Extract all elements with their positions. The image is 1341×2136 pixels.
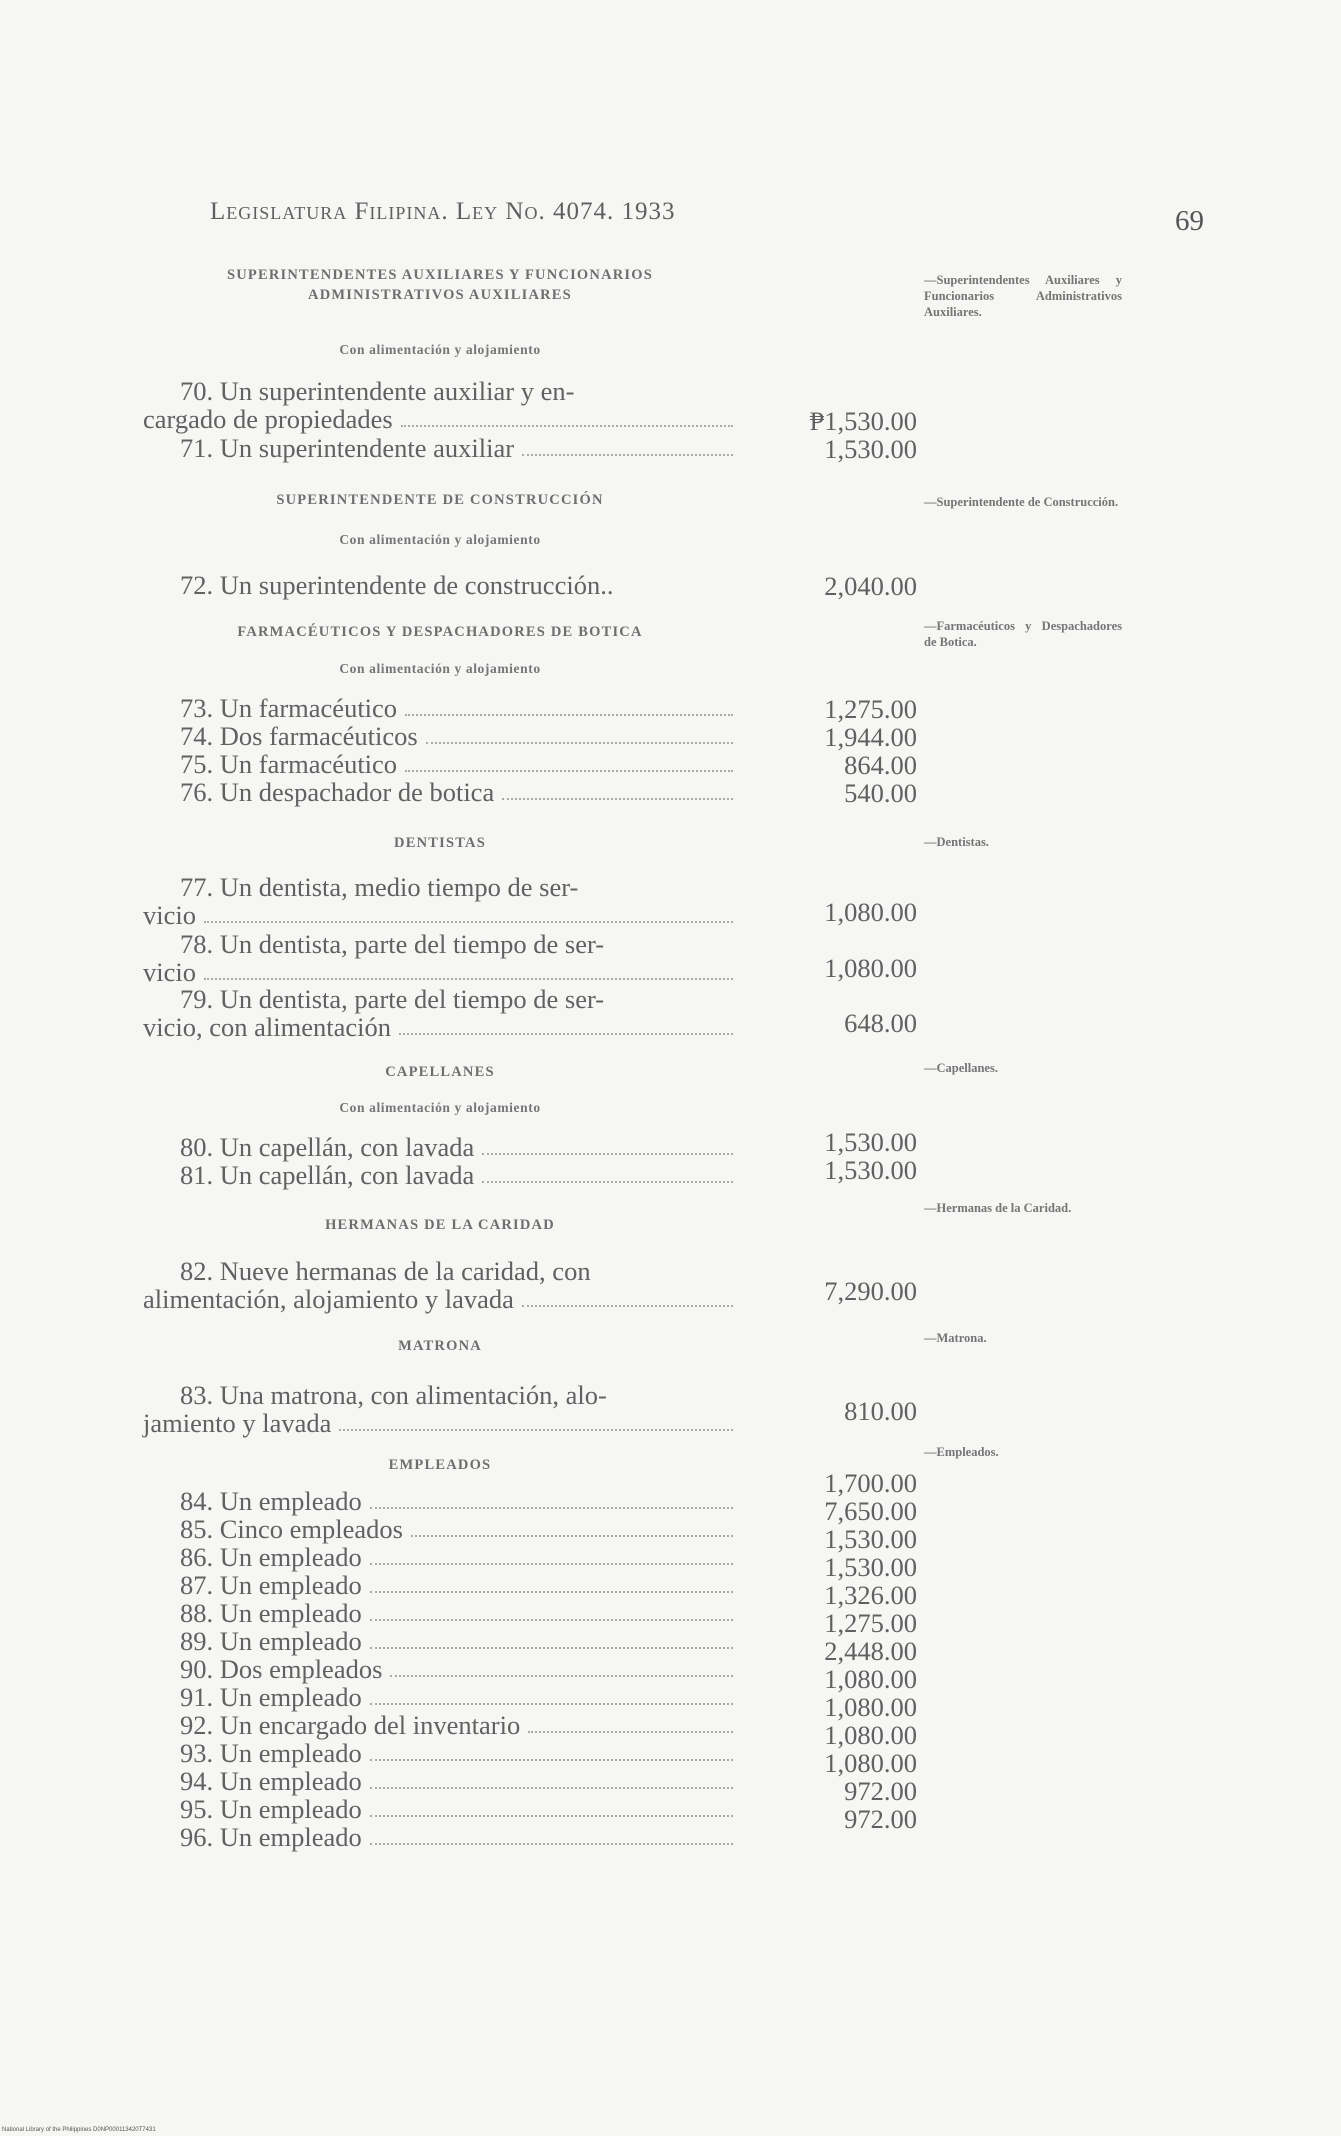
list-item <box>143 1711 733 1739</box>
section-subheading: Con alimentación y alojamiento <box>339 532 541 547</box>
list-item <box>143 694 733 722</box>
amount: 1,530.00 <box>824 1524 917 1554</box>
item-line <box>143 1599 733 1627</box>
margin-note: —Empleados. <box>924 1445 999 1459</box>
item-text: 93. Un empleado <box>180 1738 362 1768</box>
leader-dots <box>405 769 733 772</box>
item-line <box>143 1487 733 1515</box>
amount: 2,040.00 <box>824 571 917 601</box>
list-item <box>143 1133 733 1161</box>
leader-dots <box>522 1304 733 1307</box>
amount: 1,530.00 <box>824 434 917 464</box>
item-line <box>143 750 733 778</box>
margin-note: —Matrona. <box>924 1331 987 1345</box>
list-item <box>143 1161 733 1189</box>
item-text: 80. Un capellán, con lavada <box>180 1132 475 1162</box>
list-item <box>143 985 733 1041</box>
heading-line: SUPERINTENDENTES AUXILIARES Y FUNCIONARIOS <box>227 267 653 283</box>
leader-dots <box>482 1180 733 1183</box>
item-line: 83. Una matrona, con alimentación, alo- <box>180 1380 607 1410</box>
list-item <box>143 750 733 778</box>
item-line <box>143 1795 733 1823</box>
item-line <box>143 1515 733 1543</box>
list-item <box>143 1627 733 1655</box>
amount: 1,080.00 <box>824 1664 917 1694</box>
list-item <box>143 1739 733 1767</box>
item-line <box>143 1683 733 1711</box>
list-item <box>143 1683 733 1711</box>
leader-dots <box>204 920 733 923</box>
list-item <box>143 1543 733 1571</box>
item-text: 90. Dos empleados <box>180 1654 383 1684</box>
section-subheading: Con alimentación y alojamiento <box>339 342 541 357</box>
amount: 1,700.00 <box>824 1468 917 1498</box>
item-line <box>143 1013 733 1041</box>
section-heading: HERMANAS DE LA CARIDAD <box>325 1217 555 1233</box>
list-item <box>143 571 733 599</box>
item-line: 78. Un dentista, parte del tiempo de ser- <box>180 929 605 959</box>
margin-note: —Farmacéuticos y Despachadores de Botica. <box>924 619 1122 649</box>
leader-dots <box>411 1534 733 1537</box>
leader-dots <box>370 1842 733 1845</box>
amount: 864.00 <box>844 750 917 780</box>
item-line <box>143 694 733 722</box>
item-text: 95. Un empleado <box>180 1794 362 1824</box>
section-subheading: Con alimentación y alojamiento <box>339 1100 541 1115</box>
running-header: Legislatura Filipina. Ley No. 4074. 1933 <box>210 198 676 225</box>
item-line <box>143 1739 733 1767</box>
list-item <box>143 1795 733 1823</box>
item-line <box>143 1655 733 1683</box>
item-text: 81. Un capellán, con lavada <box>180 1160 475 1190</box>
amount: 7,650.00 <box>824 1496 917 1526</box>
item-text: 91. Un empleado <box>180 1682 362 1712</box>
list-item <box>143 1767 733 1795</box>
leader-dots <box>370 1702 733 1705</box>
list-item <box>143 1823 733 1851</box>
item-text: 94. Un empleado <box>180 1766 362 1796</box>
amount: 7,290.00 <box>824 1276 917 1306</box>
item-text: 71. Un superintendente auxiliar <box>180 433 515 463</box>
item-text: vicio <box>143 957 196 987</box>
list-item <box>143 1515 733 1543</box>
leader-dots <box>405 713 733 716</box>
list-item <box>143 1599 733 1627</box>
amount: 1,275.00 <box>824 1608 917 1638</box>
item-line <box>143 778 733 806</box>
section-heading: DENTISTAS <box>394 835 486 851</box>
item-line <box>143 434 733 462</box>
item-line: 77. Un dentista, medio tiempo de ser- <box>180 872 579 902</box>
footer-credit: National Library of the Philippines D0NP000113420T7431 <box>2 2127 156 2133</box>
item-line <box>143 1409 733 1437</box>
item-line <box>143 1285 733 1313</box>
item-line <box>143 1571 733 1599</box>
list-item <box>143 1655 733 1683</box>
item-text: alimentación, alojamiento y lavada <box>143 1284 514 1314</box>
list-item <box>143 1257 733 1313</box>
list-item <box>143 377 733 433</box>
margin-note: —Superintendentes Auxiliares y Funcionarios Administrativos Auxiliares. <box>924 273 1122 319</box>
item-text: 74. Dos farmacéuticos <box>180 721 418 751</box>
item-text: 86. Un empleado <box>180 1542 362 1572</box>
item-line <box>143 1823 733 1851</box>
item-line <box>143 405 733 433</box>
section-heading <box>140 265 740 305</box>
item-text: 84. Un empleado <box>180 1486 362 1516</box>
leader-dots <box>528 1730 733 1733</box>
leader-dots <box>370 1506 733 1509</box>
item-line <box>143 1711 733 1739</box>
item-line: 72. Un superintendente de construcción.. <box>180 570 614 600</box>
leader-dots <box>370 1590 733 1593</box>
amount: 972.00 <box>844 1776 917 1806</box>
item-line <box>143 1543 733 1571</box>
item-text: 85. Cinco empleados <box>180 1514 403 1544</box>
margin-note: —Capellanes. <box>924 1061 998 1075</box>
leader-dots <box>370 1786 733 1789</box>
item-line <box>143 1161 733 1189</box>
section-heading: SUPERINTENDENTE DE CONSTRUCCIÓN <box>276 492 604 508</box>
item-line: 79. Un dentista, parte del tiempo de ser- <box>180 984 605 1014</box>
margin-note: —Hermanas de la Caridad. <box>924 1201 1072 1215</box>
item-text: 73. Un farmacéutico <box>180 693 398 723</box>
item-line <box>143 958 733 986</box>
item-text: 76. Un despachador de botica <box>180 777 495 807</box>
amount: 1,080.00 <box>824 953 917 983</box>
amount: 1,530.00 <box>824 1552 917 1582</box>
margin-note: —Dentistas. <box>924 835 989 849</box>
item-line <box>143 901 733 929</box>
list-item <box>143 722 733 750</box>
item-text: vicio, con alimentación <box>143 1012 391 1042</box>
amount: 1,530.00 <box>824 1127 917 1157</box>
item-line <box>143 722 733 750</box>
amount: 1,080.00 <box>824 1720 917 1750</box>
leader-dots <box>204 977 733 980</box>
leader-dots <box>502 797 733 800</box>
amount: 648.00 <box>844 1008 917 1038</box>
item-text: 89. Un empleado <box>180 1626 362 1656</box>
margin-note: —Superintendente de Construcción. <box>924 495 1119 509</box>
section-subheading: Con alimentación y alojamiento <box>339 661 541 676</box>
leader-dots <box>370 1758 733 1761</box>
section-heading: EMPLEADOS <box>388 1457 492 1473</box>
amount: 1,944.00 <box>824 722 917 752</box>
amount: 540.00 <box>844 778 917 808</box>
leader-dots <box>399 1032 733 1035</box>
item-text: 87. Un empleado <box>180 1570 362 1600</box>
amount: 810.00 <box>844 1396 917 1426</box>
amount: 1,080.00 <box>824 1748 917 1778</box>
section-heading: FARMACÉUTICOS Y DESPACHADORES DE BOTICA <box>237 624 643 640</box>
list-item <box>143 1487 733 1515</box>
item-line <box>143 1133 733 1161</box>
amount: ₱1,530.00 <box>809 406 917 436</box>
leader-dots <box>370 1646 733 1649</box>
heading-line: ADMINISTRATIVOS AUXILIARES <box>308 287 572 303</box>
item-text: vicio <box>143 900 196 930</box>
leader-dots <box>370 1814 733 1817</box>
item-line: 70. Un superintendente auxiliar y en- <box>180 376 575 406</box>
item-text: jamiento y lavada <box>143 1408 332 1438</box>
leader-dots <box>390 1674 733 1677</box>
item-text: 92. Un encargado del inventario <box>180 1710 521 1740</box>
leader-dots <box>370 1562 733 1565</box>
amount: 1,080.00 <box>824 1692 917 1722</box>
item-line <box>143 1767 733 1795</box>
item-text: cargado de propiedades <box>143 404 393 434</box>
list-item <box>143 873 733 929</box>
list-item <box>143 434 733 462</box>
leader-dots <box>339 1428 733 1431</box>
item-line <box>143 1627 733 1655</box>
section-heading: MATRONA <box>398 1338 482 1354</box>
amount: 1,080.00 <box>824 897 917 927</box>
list-item <box>143 930 733 986</box>
amount: 1,530.00 <box>824 1155 917 1185</box>
list-item <box>143 1381 733 1437</box>
amount: 2,448.00 <box>824 1636 917 1666</box>
item-line: 82. Nueve hermanas de la caridad, con <box>180 1256 591 1286</box>
section-heading: CAPELLANES <box>385 1064 495 1080</box>
page-number: 69 <box>1175 205 1204 237</box>
item-text: 96. Un empleado <box>180 1822 362 1852</box>
amount: 972.00 <box>844 1804 917 1834</box>
leader-dots <box>426 741 733 744</box>
amount: 1,326.00 <box>824 1580 917 1610</box>
leader-dots <box>401 424 733 427</box>
leader-dots <box>522 453 733 456</box>
item-text: 75. Un farmacéutico <box>180 749 398 779</box>
leader-dots <box>370 1618 733 1621</box>
item-text: 88. Un empleado <box>180 1598 362 1628</box>
list-item <box>143 1571 733 1599</box>
list-item <box>143 778 733 806</box>
amount: 1,275.00 <box>824 694 917 724</box>
leader-dots <box>482 1152 733 1155</box>
